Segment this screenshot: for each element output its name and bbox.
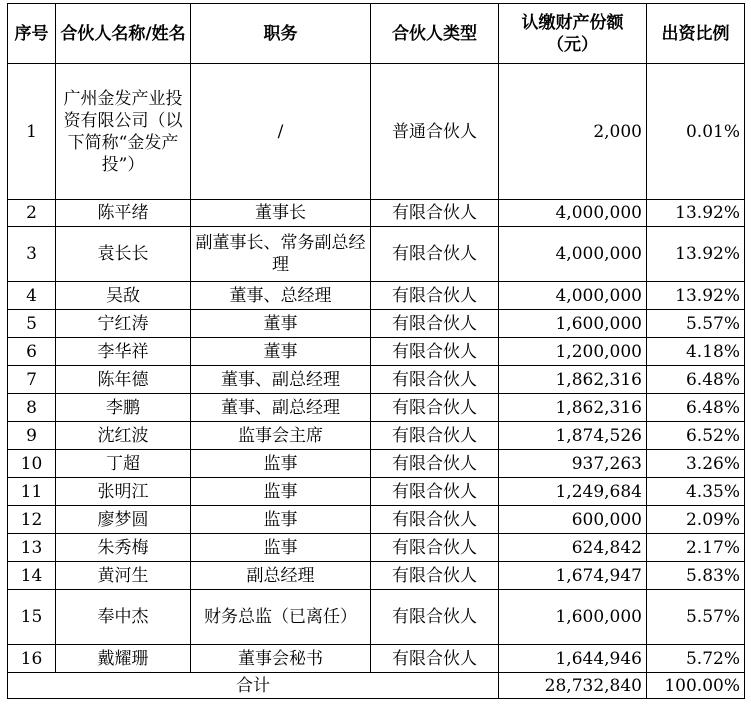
row-number: 7 (8, 366, 56, 394)
subscribed-amount: 1,200,000 (499, 338, 647, 366)
table-row (8, 282, 745, 310)
partner-name: 陈平绪 (56, 200, 191, 227)
subscribed-amount: 1,874,526 (499, 422, 647, 450)
subscribed-amount: 1,644,946 (499, 645, 647, 673)
contribution-ratio: 13.92% (647, 227, 745, 282)
table-row (8, 227, 745, 282)
subscribed-amount: 2,000 (499, 64, 647, 200)
partner-name: 廖梦圆 (56, 506, 191, 534)
row-number: 6 (8, 338, 56, 366)
table-row (8, 366, 745, 394)
partner-type: 有限合伙人 (371, 366, 499, 394)
partner-name: 李鹏 (56, 394, 191, 422)
partner-name: 张明江 (56, 478, 191, 506)
table-row (8, 310, 745, 338)
partner-type: 有限合伙人 (371, 590, 499, 645)
table-row (8, 338, 745, 366)
table-row (8, 200, 745, 227)
row-number: 12 (8, 506, 56, 534)
partner-name: 黄河生 (56, 562, 191, 590)
partner-name: 沈红波 (56, 422, 191, 450)
partner-name: 袁长长 (56, 227, 191, 282)
subscribed-amount: 4,000,000 (499, 282, 647, 310)
row-number: 5 (8, 310, 56, 338)
contribution-ratio: 6.52% (647, 422, 745, 450)
partner-title: 监事会主席 (191, 422, 371, 450)
partner-type: 普通合伙人 (371, 64, 499, 200)
table-row (8, 394, 745, 422)
partner-name: 陈年德 (56, 366, 191, 394)
contribution-ratio: 6.48% (647, 366, 745, 394)
partner-title: 董事长 (191, 200, 371, 227)
subscribed-amount: 1,674,947 (499, 562, 647, 590)
partner-title: 董事、副总经理 (191, 366, 371, 394)
partner-name: 戴耀珊 (56, 645, 191, 673)
partner-name: 李华祥 (56, 338, 191, 366)
contribution-ratio: 4.18% (647, 338, 745, 366)
contribution-ratio: 5.57% (647, 590, 745, 645)
partner-type: 有限合伙人 (371, 227, 499, 282)
subscribed-amount: 4,000,000 (499, 227, 647, 282)
partner-type: 有限合伙人 (371, 450, 499, 478)
subscribed-amount: 1,249,684 (499, 478, 647, 506)
table-row (8, 422, 745, 450)
partner-name: 丁超 (56, 450, 191, 478)
contribution-ratio: 13.92% (647, 282, 745, 310)
header-title: 职务 (191, 4, 371, 64)
partner-type: 有限合伙人 (371, 645, 499, 673)
row-number: 16 (8, 645, 56, 673)
partner-title: 董事 (191, 338, 371, 366)
partner-title: 董事、总经理 (191, 282, 371, 310)
partner-type: 有限合伙人 (371, 422, 499, 450)
contribution-ratio: 13.92% (647, 200, 745, 227)
contribution-ratio: 5.83% (647, 562, 745, 590)
contribution-ratio: 6.48% (647, 394, 745, 422)
partner-type: 有限合伙人 (371, 338, 499, 366)
partner-name: 朱秀梅 (56, 534, 191, 562)
partner-name: 吴敌 (56, 282, 191, 310)
total-label: 合计 (8, 673, 499, 699)
partners-table (7, 3, 745, 699)
partner-name: 广州金发产业投资有限公司（以下简称“金发产投”） (56, 64, 191, 200)
row-number: 11 (8, 478, 56, 506)
subscribed-amount: 1,862,316 (499, 366, 647, 394)
partner-type: 有限合伙人 (371, 506, 499, 534)
partner-title: 董事 (191, 310, 371, 338)
partner-title: 董事、副总经理 (191, 394, 371, 422)
contribution-ratio: 2.17% (647, 534, 745, 562)
partner-type: 有限合伙人 (371, 562, 499, 590)
partner-type: 有限合伙人 (371, 534, 499, 562)
row-number: 1 (8, 64, 56, 200)
subscribed-amount: 1,600,000 (499, 310, 647, 338)
partner-title: 监事 (191, 534, 371, 562)
table-row (8, 590, 745, 645)
partner-title: 董事会秘书 (191, 645, 371, 673)
table-header-row (8, 4, 745, 64)
row-number: 9 (8, 422, 56, 450)
partner-title: 财务总监（已离任） (191, 590, 371, 645)
row-number: 13 (8, 534, 56, 562)
contribution-ratio: 5.57% (647, 310, 745, 338)
table-row (8, 645, 745, 673)
partner-type: 有限合伙人 (371, 282, 499, 310)
table-row (8, 64, 745, 200)
subscribed-amount: 937,263 (499, 450, 647, 478)
subscribed-amount: 624,842 (499, 534, 647, 562)
subscribed-amount: 4,000,000 (499, 200, 647, 227)
row-number: 14 (8, 562, 56, 590)
partner-title: 副董事长、常务副总经理 (191, 227, 371, 282)
partner-name: 奉中杰 (56, 590, 191, 645)
table-row (8, 534, 745, 562)
contribution-ratio: 5.72% (647, 645, 745, 673)
partner-title: 监事 (191, 450, 371, 478)
contribution-ratio: 0.01% (647, 64, 745, 200)
partner-type: 有限合伙人 (371, 394, 499, 422)
row-number: 10 (8, 450, 56, 478)
partner-title: 监事 (191, 506, 371, 534)
table-row (8, 450, 745, 478)
row-number: 3 (8, 227, 56, 282)
partner-type: 有限合伙人 (371, 200, 499, 227)
row-number: 15 (8, 590, 56, 645)
subscribed-amount: 1,862,316 (499, 394, 647, 422)
contribution-ratio: 2.09% (647, 506, 745, 534)
table-body (8, 64, 745, 673)
partner-title: 副总经理 (191, 562, 371, 590)
table-row (8, 478, 745, 506)
subscribed-amount: 1,600,000 (499, 590, 647, 645)
row-number: 2 (8, 200, 56, 227)
total-ratio: 100.00% (647, 673, 745, 699)
header-type: 合伙人类型 (371, 4, 499, 64)
partner-title: / (191, 64, 371, 200)
table-row (8, 506, 745, 534)
partner-title: 监事 (191, 478, 371, 506)
header-ratio: 出资比例 (647, 4, 745, 64)
row-number: 8 (8, 394, 56, 422)
row-number: 4 (8, 282, 56, 310)
table-row (8, 562, 745, 590)
partner-name: 宁红涛 (56, 310, 191, 338)
partner-type: 有限合伙人 (371, 478, 499, 506)
total-amount: 28,732,840 (499, 673, 647, 699)
total-row (8, 673, 745, 699)
header-amount: 认缴财产份额（元） (499, 4, 647, 64)
partner-type: 有限合伙人 (371, 310, 499, 338)
subscribed-amount: 600,000 (499, 506, 647, 534)
contribution-ratio: 3.26% (647, 450, 745, 478)
header-name: 合伙人名称/姓名 (56, 4, 191, 64)
contribution-ratio: 4.35% (647, 478, 745, 506)
header-no: 序号 (8, 4, 56, 64)
